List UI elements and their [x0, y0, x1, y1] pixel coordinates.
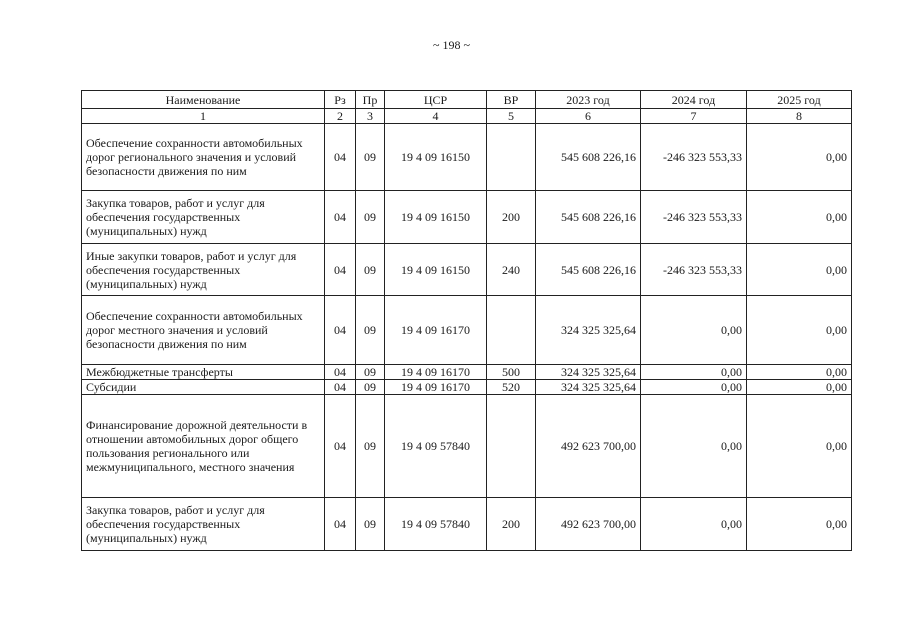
row-2024: 0,00 [641, 296, 747, 365]
table-row [82, 244, 852, 296]
row-2023: 324 325 325,64 [536, 365, 641, 380]
row-2024: -246 323 553,33 [641, 124, 747, 191]
header-name: Наименование [82, 91, 325, 109]
row-2024: -246 323 553,33 [641, 244, 747, 296]
header-pr: Пр [356, 91, 385, 109]
row-2024: 0,00 [641, 395, 747, 498]
row-2023: 324 325 325,64 [536, 296, 641, 365]
row-2024: 0,00 [641, 380, 747, 395]
table-row [82, 124, 852, 191]
row-rz: 04 [325, 498, 356, 551]
row-pr: 09 [356, 191, 385, 244]
row-name: Межбюджетные трансферты [82, 365, 325, 380]
table-row [82, 191, 852, 244]
column-number: 6 [536, 109, 641, 124]
row-rz: 04 [325, 365, 356, 380]
column-number: 2 [325, 109, 356, 124]
row-2025: 0,00 [747, 244, 852, 296]
row-pr: 09 [356, 365, 385, 380]
row-2025: 0,00 [747, 296, 852, 365]
row-csr: 19 4 09 57840 [385, 498, 487, 551]
row-2023: 545 608 226,16 [536, 244, 641, 296]
row-name: Обеспечение сохранности автомобильных дорог местного значения и условий безопасности движения по ним [82, 296, 325, 365]
column-number: 5 [487, 109, 536, 124]
row-2025: 0,00 [747, 124, 852, 191]
row-name: Субсидии [82, 380, 325, 395]
row-rz: 04 [325, 244, 356, 296]
table-row [82, 380, 852, 395]
table-row [82, 296, 852, 365]
row-rz: 04 [325, 296, 356, 365]
row-2023: 492 623 700,00 [536, 395, 641, 498]
header-vr: ВР [487, 91, 536, 109]
row-rz: 04 [325, 380, 356, 395]
row-name: Иные закупки товаров, работ и услуг для обеспечения государственных (муниципальных) нужд [82, 244, 325, 296]
column-number-row [82, 109, 852, 124]
row-pr: 09 [356, 124, 385, 191]
page-number: ~ 198 ~ [433, 38, 470, 52]
row-name: Закупка товаров, работ и услуг для обеспечения государственных (муниципальных) нужд [82, 191, 325, 244]
row-csr: 19 4 09 16170 [385, 296, 487, 365]
column-number: 8 [747, 109, 852, 124]
row-rz: 04 [325, 124, 356, 191]
row-2023: 545 608 226,16 [536, 124, 641, 191]
table-row [82, 365, 852, 380]
row-vr: 240 [487, 244, 536, 296]
row-pr: 09 [356, 395, 385, 498]
header-csr: ЦСР [385, 91, 487, 109]
table-row [82, 395, 852, 498]
row-2025: 0,00 [747, 395, 852, 498]
row-pr: 09 [356, 296, 385, 365]
row-2023: 324 325 325,64 [536, 380, 641, 395]
row-name: Финансирование дорожной деятельности в отношении автомобильных дорог общего пользования регионального или межмуниципального, местного значения [82, 395, 325, 498]
row-csr: 19 4 09 16170 [385, 380, 487, 395]
row-name: Обеспечение сохранности автомобильных дорог регионального значения и условий безопасности движения по ним [82, 124, 325, 191]
row-vr [487, 124, 536, 191]
budget-table [81, 90, 852, 551]
row-vr: 200 [487, 498, 536, 551]
row-vr: 520 [487, 380, 536, 395]
header-row [82, 91, 852, 109]
row-2024: 0,00 [641, 365, 747, 380]
row-2023: 545 608 226,16 [536, 191, 641, 244]
row-csr: 19 4 09 16170 [385, 365, 487, 380]
row-csr: 19 4 09 16150 [385, 124, 487, 191]
row-csr: 19 4 09 16150 [385, 191, 487, 244]
column-number: 7 [641, 109, 747, 124]
table-row [82, 498, 852, 551]
row-name: Закупка товаров, работ и услуг для обеспечения государственных (муниципальных) нужд [82, 498, 325, 551]
row-2025: 0,00 [747, 365, 852, 380]
row-2024: 0,00 [641, 498, 747, 551]
header-2024: 2024 год [641, 91, 747, 109]
row-vr [487, 296, 536, 365]
row-2025: 0,00 [747, 498, 852, 551]
column-number: 4 [385, 109, 487, 124]
row-csr: 19 4 09 57840 [385, 395, 487, 498]
column-number: 1 [82, 109, 325, 124]
row-2024: -246 323 553,33 [641, 191, 747, 244]
header-rz: Рз [325, 91, 356, 109]
row-pr: 09 [356, 498, 385, 551]
row-vr: 200 [487, 191, 536, 244]
row-vr [487, 395, 536, 498]
row-rz: 04 [325, 191, 356, 244]
header-2025: 2025 год [747, 91, 852, 109]
row-pr: 09 [356, 380, 385, 395]
row-csr: 19 4 09 16150 [385, 244, 487, 296]
column-number: 3 [356, 109, 385, 124]
header-2023: 2023 год [536, 91, 641, 109]
row-2025: 0,00 [747, 191, 852, 244]
row-2025: 0,00 [747, 380, 852, 395]
row-pr: 09 [356, 244, 385, 296]
row-2023: 492 623 700,00 [536, 498, 641, 551]
row-vr: 500 [487, 365, 536, 380]
row-rz: 04 [325, 395, 356, 498]
